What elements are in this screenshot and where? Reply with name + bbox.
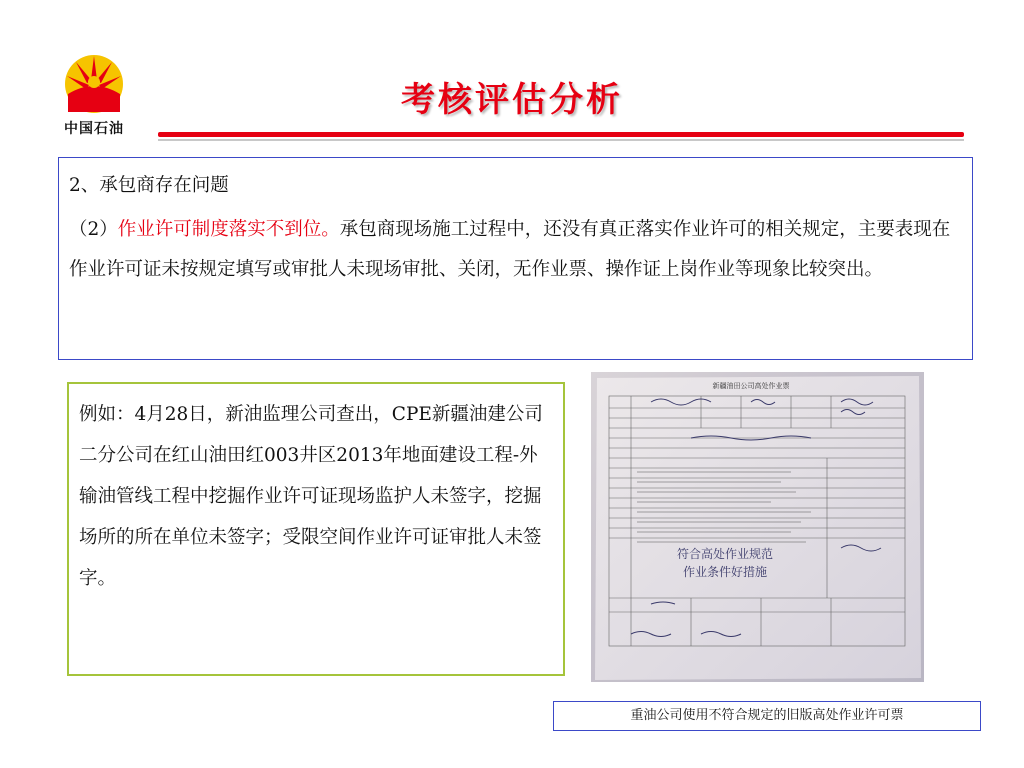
form-title: 新疆油田公司高处作业票	[712, 382, 790, 390]
photo-caption: 重油公司使用不符合规定的旧版高处作业许可票	[553, 701, 981, 731]
problem-box	[58, 157, 973, 360]
example-box	[67, 382, 565, 676]
handwriting-line-2: 作业条件好措施	[683, 565, 768, 579]
item-body: 承包商现场施工过程中，还没有真正落实作业许可的相关规定，主要表现在作业许可证未按规定填写或审批人未现场审批、关闭，无作业票、操作证上岗作业等现象比较突出。	[69, 219, 951, 280]
section-heading: 2、承包商存在问题	[69, 175, 229, 196]
page-title: 考核评估分析	[401, 80, 623, 120]
title-rule-grey	[158, 139, 964, 141]
permit-form-drawing	[591, 372, 924, 682]
item-prefix: （2）	[69, 219, 118, 240]
problem-paragraph	[69, 210, 962, 290]
logo-text: 中国石油	[64, 121, 124, 137]
item-highlight: 作业许可制度落实不到位。	[117, 219, 340, 240]
permit-form-photo	[591, 372, 924, 682]
title-rule-red	[158, 132, 964, 137]
example-text: 例如：4月28日，新油监理公司查出，CPE新疆油建公司二分公司在红山油田红003井区2013年地面建设工程-外输油管线工程中挖掘作业许可证现场监护人未签字，挖掘场所的所在单位未签字；受限空间作业许可证审批人未签字。	[79, 404, 543, 589]
handwriting-line-1: 符合高处作业规范	[677, 547, 774, 561]
